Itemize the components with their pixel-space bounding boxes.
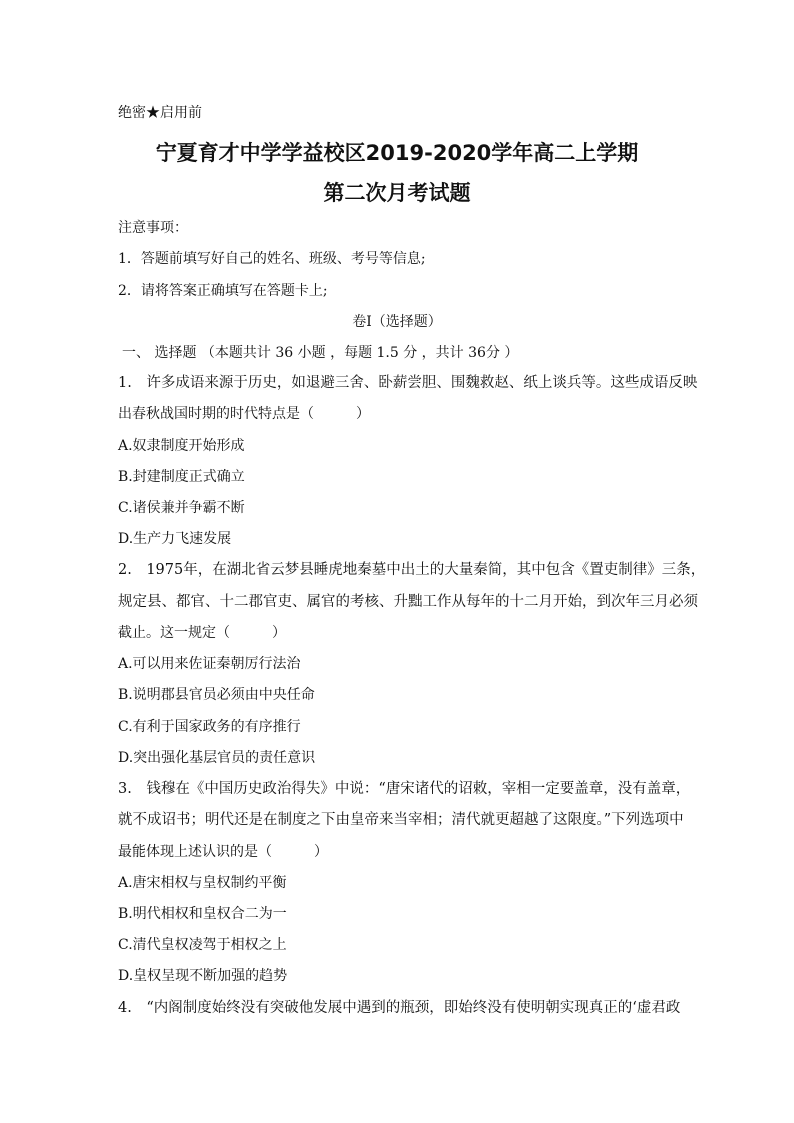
question-2-stem-line: 截止。这一规定（ ） <box>118 625 286 641</box>
question-1-option-a: A.奴隶制度开始形成 <box>118 438 245 454</box>
page-title: 宁夏育才中学学益校区2019-2020学年高二上学期 <box>155 141 639 165</box>
note-item: 1．答题前填写好自己的姓名、班级、考号等信息; <box>118 251 426 267</box>
question-2-stem-line: 2. 1975年，在湖北省云梦县睡虎地秦墓中出土的大量秦简，其中包含《置吏制律》三条， <box>118 562 706 578</box>
question-1-stem-line: 1. 许多成语来源于历史，如退避三舍、卧薪尝胆、围魏救赵、纸上谈兵等。这些成语反映 <box>118 375 698 391</box>
question-3-option-d: D.皇权呈现不断加强的趋势 <box>118 968 288 984</box>
question-3-option-b: B.明代相权和皇权合二为一 <box>118 906 287 922</box>
question-3-stem-line: 3. 钱穆在《中国历史政治得失》中说：“唐宋诸代的诏敕，宰相一定要盖章，没有盖章， <box>118 781 691 797</box>
question-1-stem-line: 出春秋战国时期的时代特点是（ ） <box>118 406 370 422</box>
section-heading: 一、 选择题 （本题共计 36 小题 ，每题 1.5 分 ，共计 36分 ） <box>122 345 519 361</box>
question-1-option-c: C.诸侯兼并争霸不断 <box>118 500 245 516</box>
volume-label: 卷I（选择题） <box>352 314 442 330</box>
secret-mark: 绝密★启用前 <box>118 105 202 121</box>
question-2-option-d: D.突出强化基层官员的责任意识 <box>118 750 316 766</box>
note-item: 2．请将答案正确填写在答题卡上; <box>118 283 328 299</box>
question-1-option-b: B.封建制度正式确立 <box>118 469 245 485</box>
question-3-stem-line: 最能体现上述认识的是（ ） <box>118 844 328 860</box>
question-1-option-d: D.生产力飞速发展 <box>118 531 232 547</box>
page-subtitle: 第二次月考试题 <box>323 181 471 205</box>
question-4-stem-line: 4. “内阁制度始终没有突破他发展中遇到的瓶颈，即始终没有使明朝实现真正的‘虚君政 <box>118 1000 681 1016</box>
question-2-option-b: B.说明郡县官员必须由中央任命 <box>118 687 315 703</box>
notes-heading: 注意事项： <box>118 220 188 236</box>
question-2-option-c: C.有利于国家政务的有序推行 <box>118 719 301 735</box>
question-3-option-a: A.唐宋相权与皇权制约平衡 <box>118 875 287 891</box>
question-2-option-a: A.可以用来佐证秦朝厉行法治 <box>118 656 301 672</box>
question-3-stem-line: 就不成诏书；明代还是在制度之下由皇帝来当宰相；清代就更超越了这限度。”下列选项中 <box>118 812 684 828</box>
question-3-option-c: C.清代皇权凌驾于相权之上 <box>118 937 287 953</box>
question-2-stem-line: 规定县、都官、十二郡官吏、属官的考核、升黜工作从每年的十二月开始，到次年三月必须 <box>118 594 698 610</box>
